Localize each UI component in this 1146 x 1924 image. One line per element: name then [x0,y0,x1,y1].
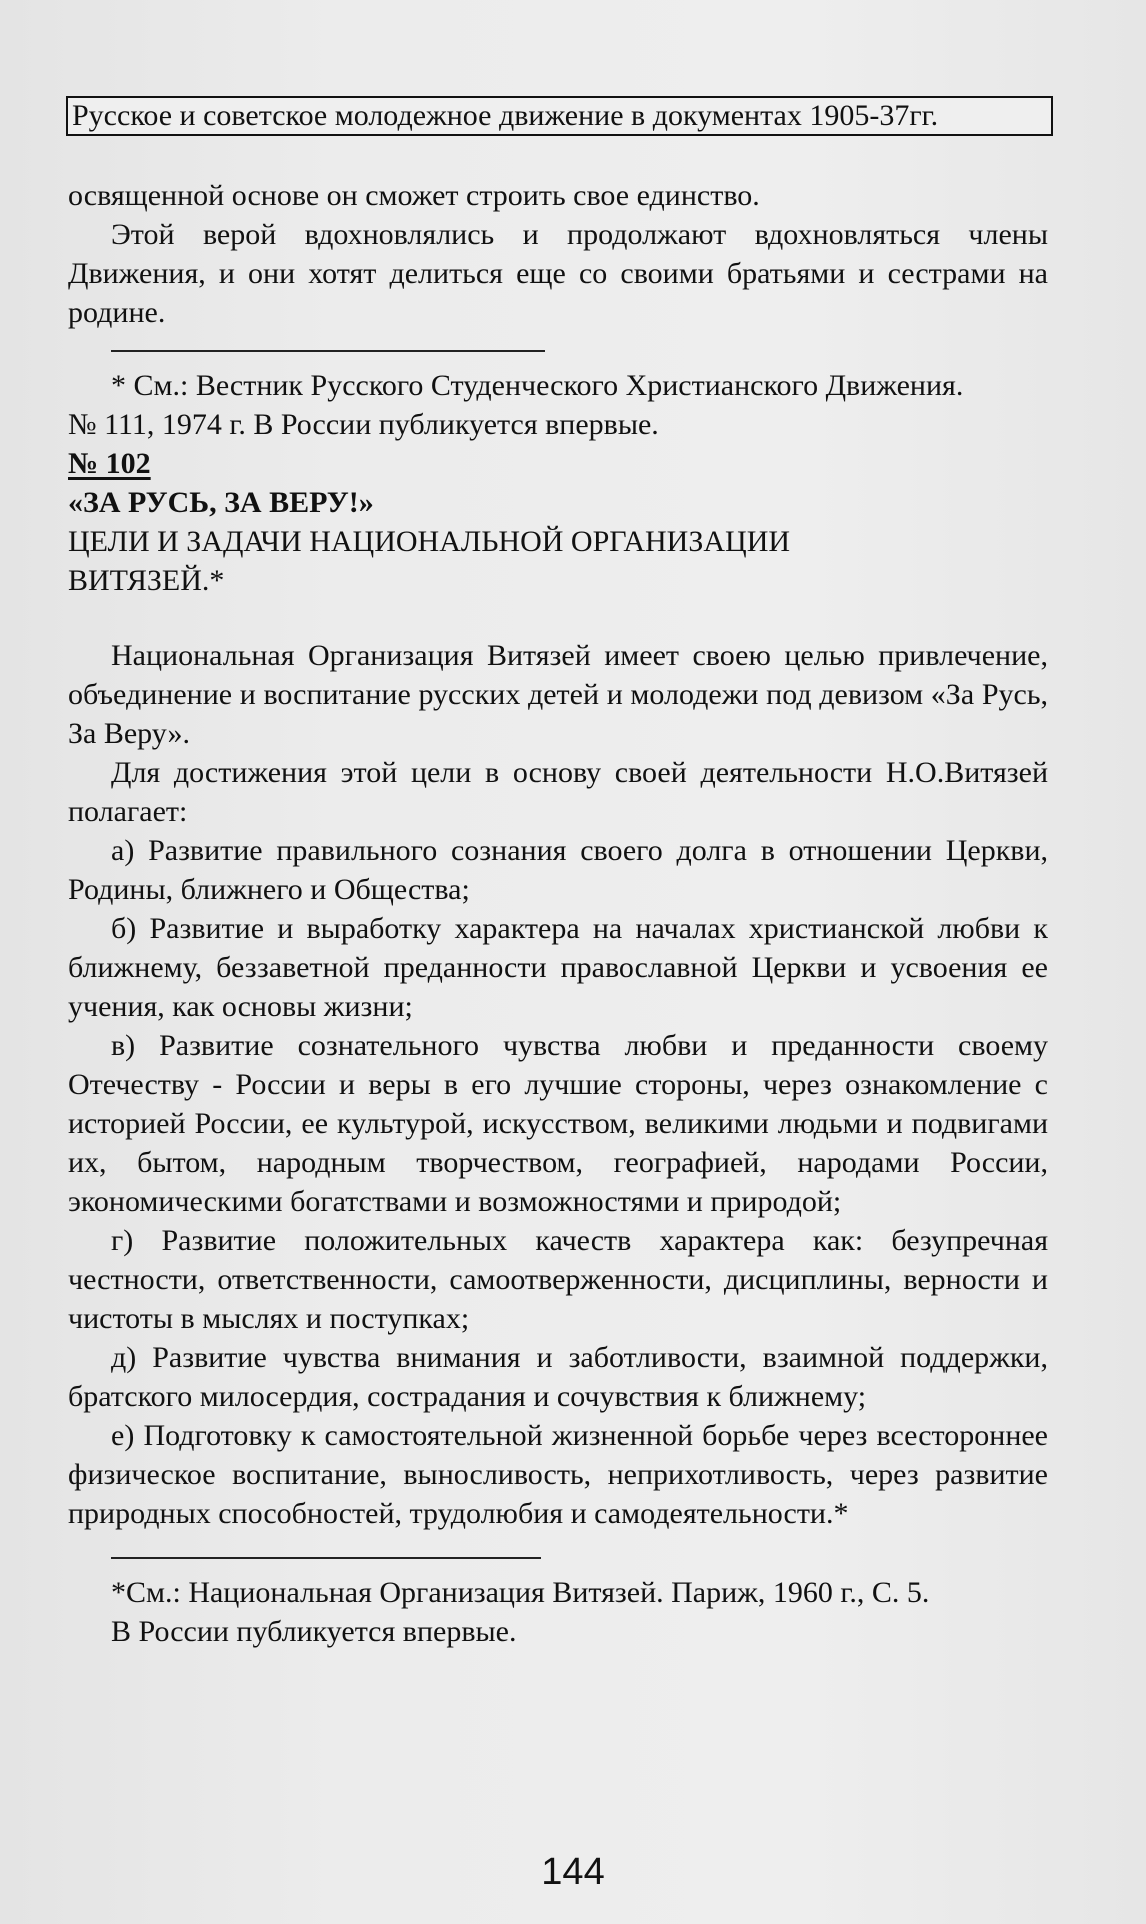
document-motto: «ЗА РУСЬ, ЗА ВЕРУ!» [68,486,374,519]
document-number [68,444,1048,483]
footnote-line: № 111, 1974 г. В России публикуется впервые. [68,408,659,441]
footnote-line: В России публикуется впервые. [111,1615,517,1648]
body-paragraph: Для достижения этой цели в основу своей деятельности Н.О.Витязей полагает: [68,756,1048,828]
intro-paragraph: Этой верой вдохновлялись и продолжают вдохновляться члены Движения, и они хотят делиться еще со своими братьями и сестрами на родине. [68,218,1048,329]
page-content [68,176,1048,1651]
list-item-d: д) Развитие чувства внимания и заботливости, взаимной поддержки, братского милосердия, сострадания и сочувствия к ближнему; [68,1341,1048,1413]
list-item-g: г) Развитие положительных качеств характера как: безупречная честности, ответственности, самоотверженности, дисциплины, верности и чистоты в мыслях и поступках; [68,1224,1048,1335]
running-title: Русское и советское молодежное движение в документах 1905-37гг. [72,99,939,132]
list-item-b: б) Развитие и выработку характера на началах христианской любви к ближнему, беззаветной преданности православной Церкви и усвоения ее учения, как основы жизни; [68,912,1048,1023]
list-item-e: е) Подготовку к самостоятельной жизненной борьбе через всестороннее физическое воспитание, выносливость, неприхотливость, через развитие природных способностей, трудолюбия и самодеятельности.* [68,1419,1048,1530]
document-number-text: № 102 [68,447,151,480]
document-title-line: ЦЕЛИ И ЗАДАЧИ НАЦИОНАЛЬНОЙ ОРГАНИЗАЦИИ [68,525,791,558]
list-item-a: а) Развитие правильного сознания своего долга в отношении Церкви, Родины, ближнего и Общества; [68,834,1048,906]
footnote-divider [111,350,545,352]
footnote-divider [111,1557,541,1559]
footnote-line: * См.: Вестник Русского Студенческого Христианского Движения. [111,369,964,402]
list-item-v: в) Развитие сознательного чувства любви и преданности своему Отечеству - России и веры в его лучшие стороны, через ознакомление с историей России, ее культурой, искусством, великими людьми и подвигами их, бытом, народным творчеством, географией, народами России, экономическими богатствами и возможностями и природой; [68,1029,1048,1218]
document-title-line: ВИТЯЗЕЙ.* [68,564,225,597]
running-header [66,96,1053,136]
footnote-line: *См.: Национальная Организация Витязей. Париж, 1960 г., С. 5. [111,1576,930,1609]
page-number: 144 [541,1851,605,1893]
intro-paragraph: освященной основе он сможет строить свое единство. [68,179,760,212]
body-paragraph: Национальная Организация Витязей имеет своею целью привлечение, объединение и воспитание русских детей и молодежи под девизом «За Русь, За Веру». [68,639,1048,750]
